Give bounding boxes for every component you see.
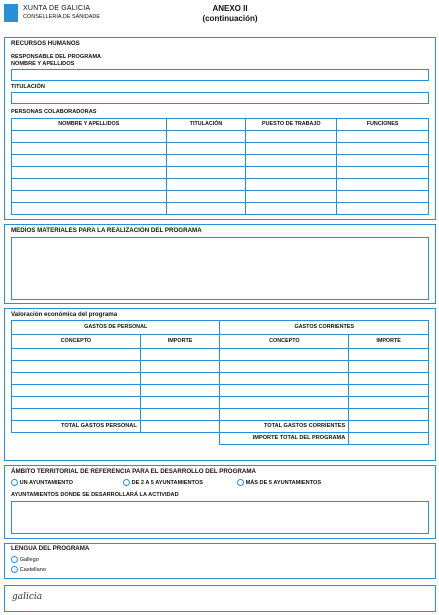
radio-icon[interactable] <box>11 479 18 486</box>
col-importe-corrientes: IMPORTE <box>349 335 429 349</box>
table-row[interactable] <box>12 373 429 385</box>
input-nombre-responsable[interactable] <box>11 69 429 81</box>
col-header-funciones: FUNCIONES <box>337 119 429 131</box>
textarea-ayuntamientos[interactable] <box>11 501 429 534</box>
col-concepto-personal: CONCEPTO <box>12 335 141 349</box>
col-header-titulacion: TITULACIÓN <box>166 119 246 131</box>
col-importe-personal: IMPORTE <box>140 335 220 349</box>
section-title-ambito: ÁMBITO TERRITORIAL DE REFERENCIA PARA EL DESARROLLO DEL PROGRAMA <box>11 468 256 475</box>
option-un-ayuntamiento[interactable]: UN AYUNTAMIENTO <box>11 479 73 487</box>
textarea-medios[interactable] <box>11 237 429 300</box>
label-titulacion: TITULACIÓN <box>11 84 45 90</box>
table-row[interactable] <box>12 409 429 421</box>
section-title-rrhh: RECURSOS HUMANOS <box>11 40 80 47</box>
total-corrientes-value[interactable] <box>349 421 429 433</box>
xunta-shield-icon <box>4 4 18 22</box>
header-gastos-personal: GASTOS DE PERSONAL <box>12 321 220 335</box>
total-personal-label: TOTAL GASTOS PERSONAL <box>12 421 141 433</box>
colaboradoras-table <box>11 118 429 215</box>
option-2-5-ayuntamientos[interactable]: DE 2 A 5 AYUNTAMIENTOS <box>123 479 203 487</box>
section-title-lengua: LENGUA DEL PROGRAMA <box>11 545 90 552</box>
page-title: ANEXO II <box>212 4 248 13</box>
col-header-nombre: NOMBRE Y APELLIDOS <box>12 119 167 131</box>
option-castellano[interactable]: Castellano <box>11 566 46 574</box>
footer-box <box>4 585 436 612</box>
galicia-logo: galicia <box>12 592 43 602</box>
col-header-puesto: PUESTO DE TRABAJO <box>246 119 337 131</box>
table-row[interactable] <box>12 167 429 179</box>
logo-line1: XUNTA DE GALICIA <box>23 5 91 12</box>
total-personal-value[interactable] <box>140 421 220 433</box>
table-row[interactable] <box>12 131 429 143</box>
label-responsable: RESPONSABLE DEL PROGRAMA <box>11 54 102 60</box>
label-colaboradoras: PERSONAS COLABORADORAS <box>11 109 97 115</box>
page-subtitle: (continuación) <box>202 14 258 23</box>
table-row[interactable] <box>12 155 429 167</box>
table-row[interactable] <box>12 191 429 203</box>
label-ayuntamientos: AYUNTAMIENTOS DONDE SE DESARROLLARÁ LA ACTIVIDAD <box>11 492 179 498</box>
radio-icon[interactable] <box>11 556 18 563</box>
table-row[interactable] <box>12 361 429 373</box>
table-row[interactable] <box>12 143 429 155</box>
radio-icon[interactable] <box>237 479 244 486</box>
importe-total-value[interactable] <box>349 433 429 445</box>
option-gallego[interactable]: Gallego <box>11 556 39 564</box>
table-row[interactable] <box>12 385 429 397</box>
col-concepto-corrientes: CONCEPTO <box>220 335 349 349</box>
label-nombre: NOMBRE Y APELLIDOS <box>11 61 75 67</box>
importe-total-label: IMPORTE TOTAL DEL PROGRAMA <box>220 433 349 445</box>
section-title-valoracion: Valoración económica del programa <box>11 311 118 318</box>
section-title-medios: MEDIOS MATERIALES PARA LA REALIZACIÓN DEL PROGRAMA <box>11 227 202 234</box>
table-row[interactable] <box>12 397 429 409</box>
radio-icon[interactable] <box>11 566 18 573</box>
logo-line2: CONSELLERÍA DE SANIDADE <box>23 14 101 20</box>
radio-icon[interactable] <box>123 479 130 486</box>
header-gastos-corrientes: GASTOS CORRIENTES <box>220 321 429 335</box>
option-mas-5-ayuntamientos[interactable]: MÁS DE 5 AYUNTAMIENTOS <box>237 479 321 487</box>
input-titulacion[interactable] <box>11 92 429 104</box>
table-row[interactable] <box>12 179 429 191</box>
total-corrientes-label: TOTAL GASTOS CORRIENTES <box>220 421 349 433</box>
xunta-logo <box>4 4 18 22</box>
table-row[interactable] <box>12 203 429 215</box>
valoracion-table <box>11 320 429 445</box>
table-row[interactable] <box>12 349 429 361</box>
